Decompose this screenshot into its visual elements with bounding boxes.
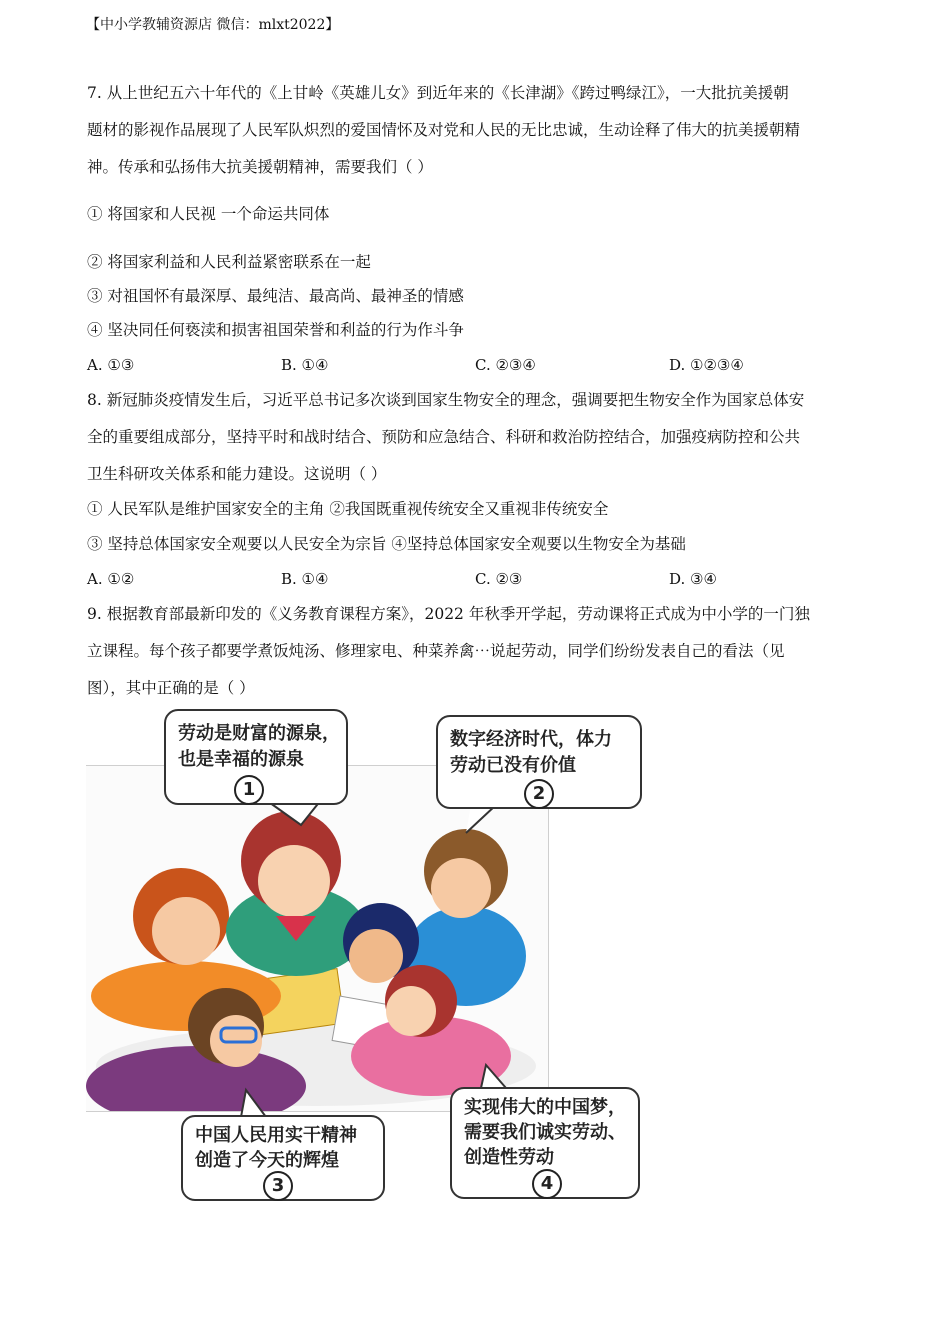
bubble-2-number: 2 xyxy=(524,779,554,809)
q7-choice-d[interactable]: D. ①②③④ xyxy=(669,356,744,374)
q7-item-1: ① 将国家和人民视 一个命运共同体 xyxy=(87,205,330,223)
page-header: 【中小学教辅资源店 微信：mlxt2022】 xyxy=(86,17,340,33)
bubble-4-line-3: 创造性劳动 xyxy=(464,1147,554,1168)
q7-choice-b[interactable]: B. ①④ xyxy=(281,356,329,374)
bubble-3-line-2: 创造了今天的辉煌 xyxy=(195,1150,339,1171)
bubble-4-line-2: 需要我们诚实劳动、 xyxy=(464,1122,626,1143)
q9-stem-line-1: 9. 根据教育部最新印发的《义务教育课程方案》，2022 年秋季开学起，劳动课将正式成为中小学的一门独 xyxy=(87,605,810,623)
bubble-3-line-1: 中国人民用实干精神 xyxy=(195,1125,357,1146)
bubble-2-line-1: 数字经济时代，体力 xyxy=(450,729,612,750)
q8-choice-a[interactable]: A. ①② xyxy=(87,570,135,588)
q9-stem-line-2: 立课程。每个孩子都要学煮饭炖汤、修理家电、种菜养禽⋯说起劳动，同学们纷纷发表自己的看法（见 xyxy=(87,642,785,660)
bubble-1-line-1: 劳动是财富的源泉， xyxy=(178,723,340,744)
bubble-3-number: 3 xyxy=(263,1171,293,1201)
q8-choice-c[interactable]: C. ②③ xyxy=(475,570,523,588)
q7-item-4: ④ 坚决同任何亵渎和损害祖国荣誉和利益的行为作斗争 xyxy=(87,321,464,339)
q9-figure xyxy=(86,705,646,1200)
bubble-4-number: 4 xyxy=(532,1169,562,1199)
q8-choice-b[interactable]: B. ①④ xyxy=(281,570,329,588)
q7-choice-a[interactable]: A. ①③ xyxy=(87,356,135,374)
q7-stem-line-2: 题材的影视作品展现了人民军队炽烈的爱国情怀及对党和人民的无比忠诚，生动诠释了伟大的抗美援朝精 xyxy=(87,121,801,139)
q7-stem-line-1: 7. 从上世纪五六十年代的《上甘岭《英雄儿女》到近年来的《长津湖》《跨过鸭绿江》，一大批抗美援朝 xyxy=(87,84,789,102)
speech-bubble-4 xyxy=(450,1087,640,1199)
q7-item-3: ③ 对祖国怀有最深厚、最纯洁、最高尚、最神圣的情感 xyxy=(87,287,464,305)
speech-bubble-1 xyxy=(164,709,348,805)
bubble-4-line-1: 实现伟大的中国梦， xyxy=(464,1097,626,1118)
q8-stem-line-1: 8. 新冠肺炎疫情发生后，习近平总书记多次谈到国家生物安全的理念，强调要把生物安全作为国家总体安 xyxy=(87,391,805,409)
q8-stem-line-3: 卫生科研攻关体系和能力建设。这说明（ ） xyxy=(87,465,387,483)
bubble-1-number: 1 xyxy=(234,775,264,805)
bubble-2-line-2: 劳动已没有价值 xyxy=(450,755,576,776)
q9-stem-line-3: 图），其中正确的是（ ） xyxy=(87,679,255,697)
speech-bubble-3 xyxy=(181,1115,385,1201)
q8-item-row-1: ① 人民军队是维护国家安全的主角 ②我国既重视传统安全又重视非传统安全 xyxy=(87,500,609,518)
q8-item-row-2: ③ 坚持总体国家安全观要以人民安全为宗旨 ④坚持总体国家安全观要以生物安全为基础 xyxy=(87,535,686,553)
q7-stem-line-3: 神。传承和弘扬伟大抗美援朝精神，需要我们（ ） xyxy=(87,158,433,176)
q7-choice-c[interactable]: C. ②③④ xyxy=(475,356,536,374)
q8-stem-line-2: 全的重要组成部分，坚持平时和战时结合、预防和应急结合、科研和救治防控结合，加强疫病防控和公共 xyxy=(87,428,801,446)
q7-item-2: ② 将国家利益和人民利益紧密联系在一起 xyxy=(87,253,371,271)
bubble-1-line-2: 也是幸福的源泉 xyxy=(178,749,304,770)
speech-bubble-2 xyxy=(436,715,642,809)
q8-choice-d[interactable]: D. ③④ xyxy=(669,570,717,588)
